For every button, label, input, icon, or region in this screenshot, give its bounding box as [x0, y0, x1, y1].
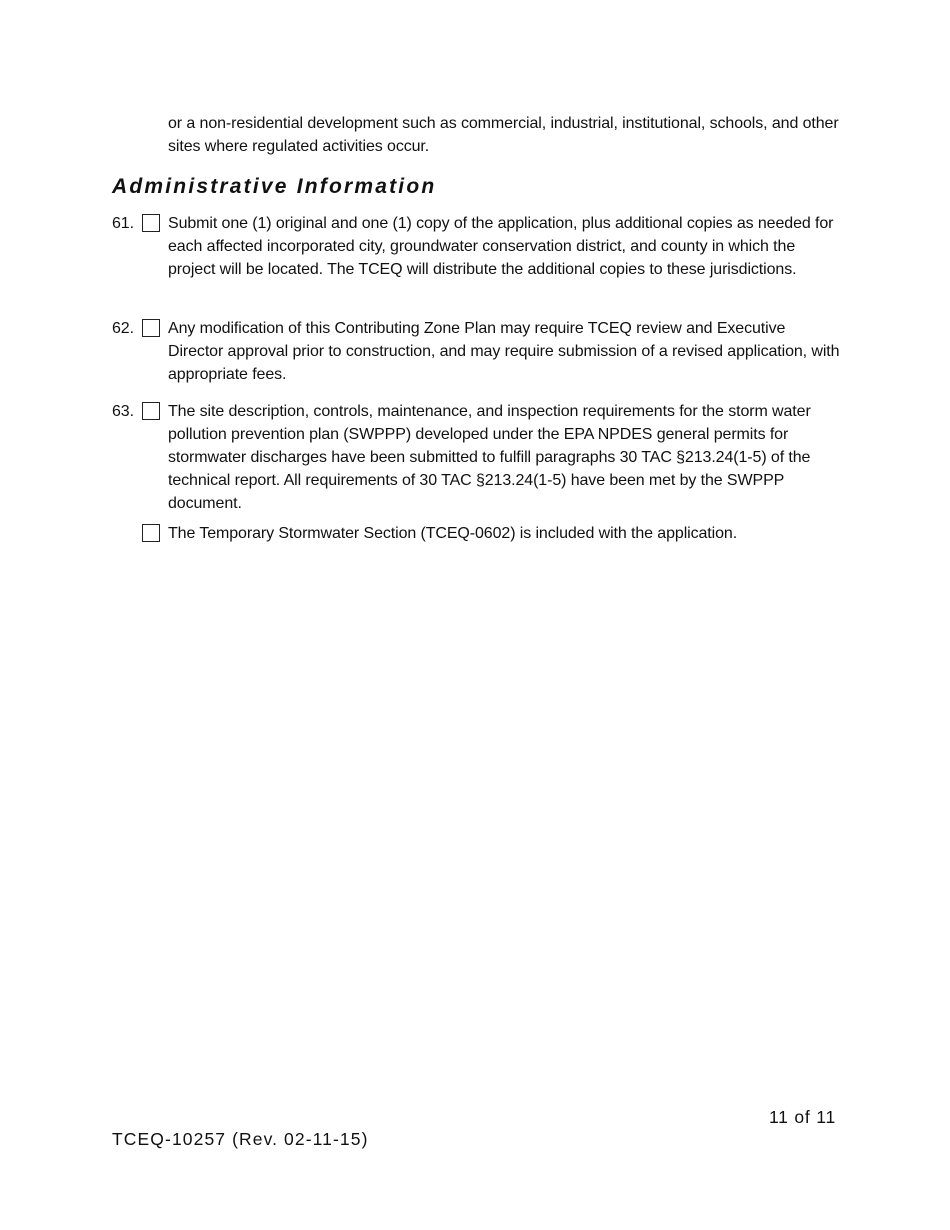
- item-62-checkbox[interactable]: [142, 319, 160, 337]
- intro-paragraph: or a non-residential development such as commercial, industrial, institutional, schools, and other sites where regulated activities occur.: [168, 115, 839, 155]
- item-number: 63.: [112, 403, 134, 420]
- item-number: 62.: [112, 320, 134, 337]
- checklist-item-63-sub: [112, 522, 842, 545]
- item-text: Submit one (1) original and one (1) copy of the application, plus additional copies as needed for each affected incorporated city, groundwater conservation district, and county in which the project will be located. The TCEQ will distribute the additional copies to these jurisdictions.: [168, 215, 834, 278]
- item-text: Any modification of this Contributing Zone Plan may require TCEQ review and Executive Director approval prior to construction, and may require submission of a revised application, with appropriate fees.: [168, 320, 840, 383]
- checklist-item-62: [112, 317, 842, 386]
- page-number: 11 of 11: [768, 1107, 836, 1127]
- section-heading: Administrative Information: [112, 175, 437, 198]
- item-number: 61.: [112, 215, 134, 232]
- item-63-checkbox[interactable]: [142, 402, 160, 420]
- checklist-item-61: [112, 212, 842, 281]
- checklist-item-63: [112, 400, 842, 515]
- temporary-stormwater-checkbox[interactable]: [142, 524, 160, 542]
- item-text: The Temporary Stormwater Section (TCEQ-0602) is included with the application.: [168, 525, 738, 542]
- item-61-checkbox[interactable]: [142, 214, 160, 232]
- item-text: The site description, controls, maintenance, and inspection requirements for the storm water pollution prevention plan (SWPPP) developed under the EPA NPDES general permits for stormwater discharges have been submitted to fulfill paragraphs 30 TAC §213.24(1-5) of the technical report. All requirements of 30 TAC §213.24(1-5) have been met by the SWPPP document.: [168, 403, 811, 512]
- form-id: TCEQ-10257 (Rev. 02-11-15): [112, 1129, 369, 1149]
